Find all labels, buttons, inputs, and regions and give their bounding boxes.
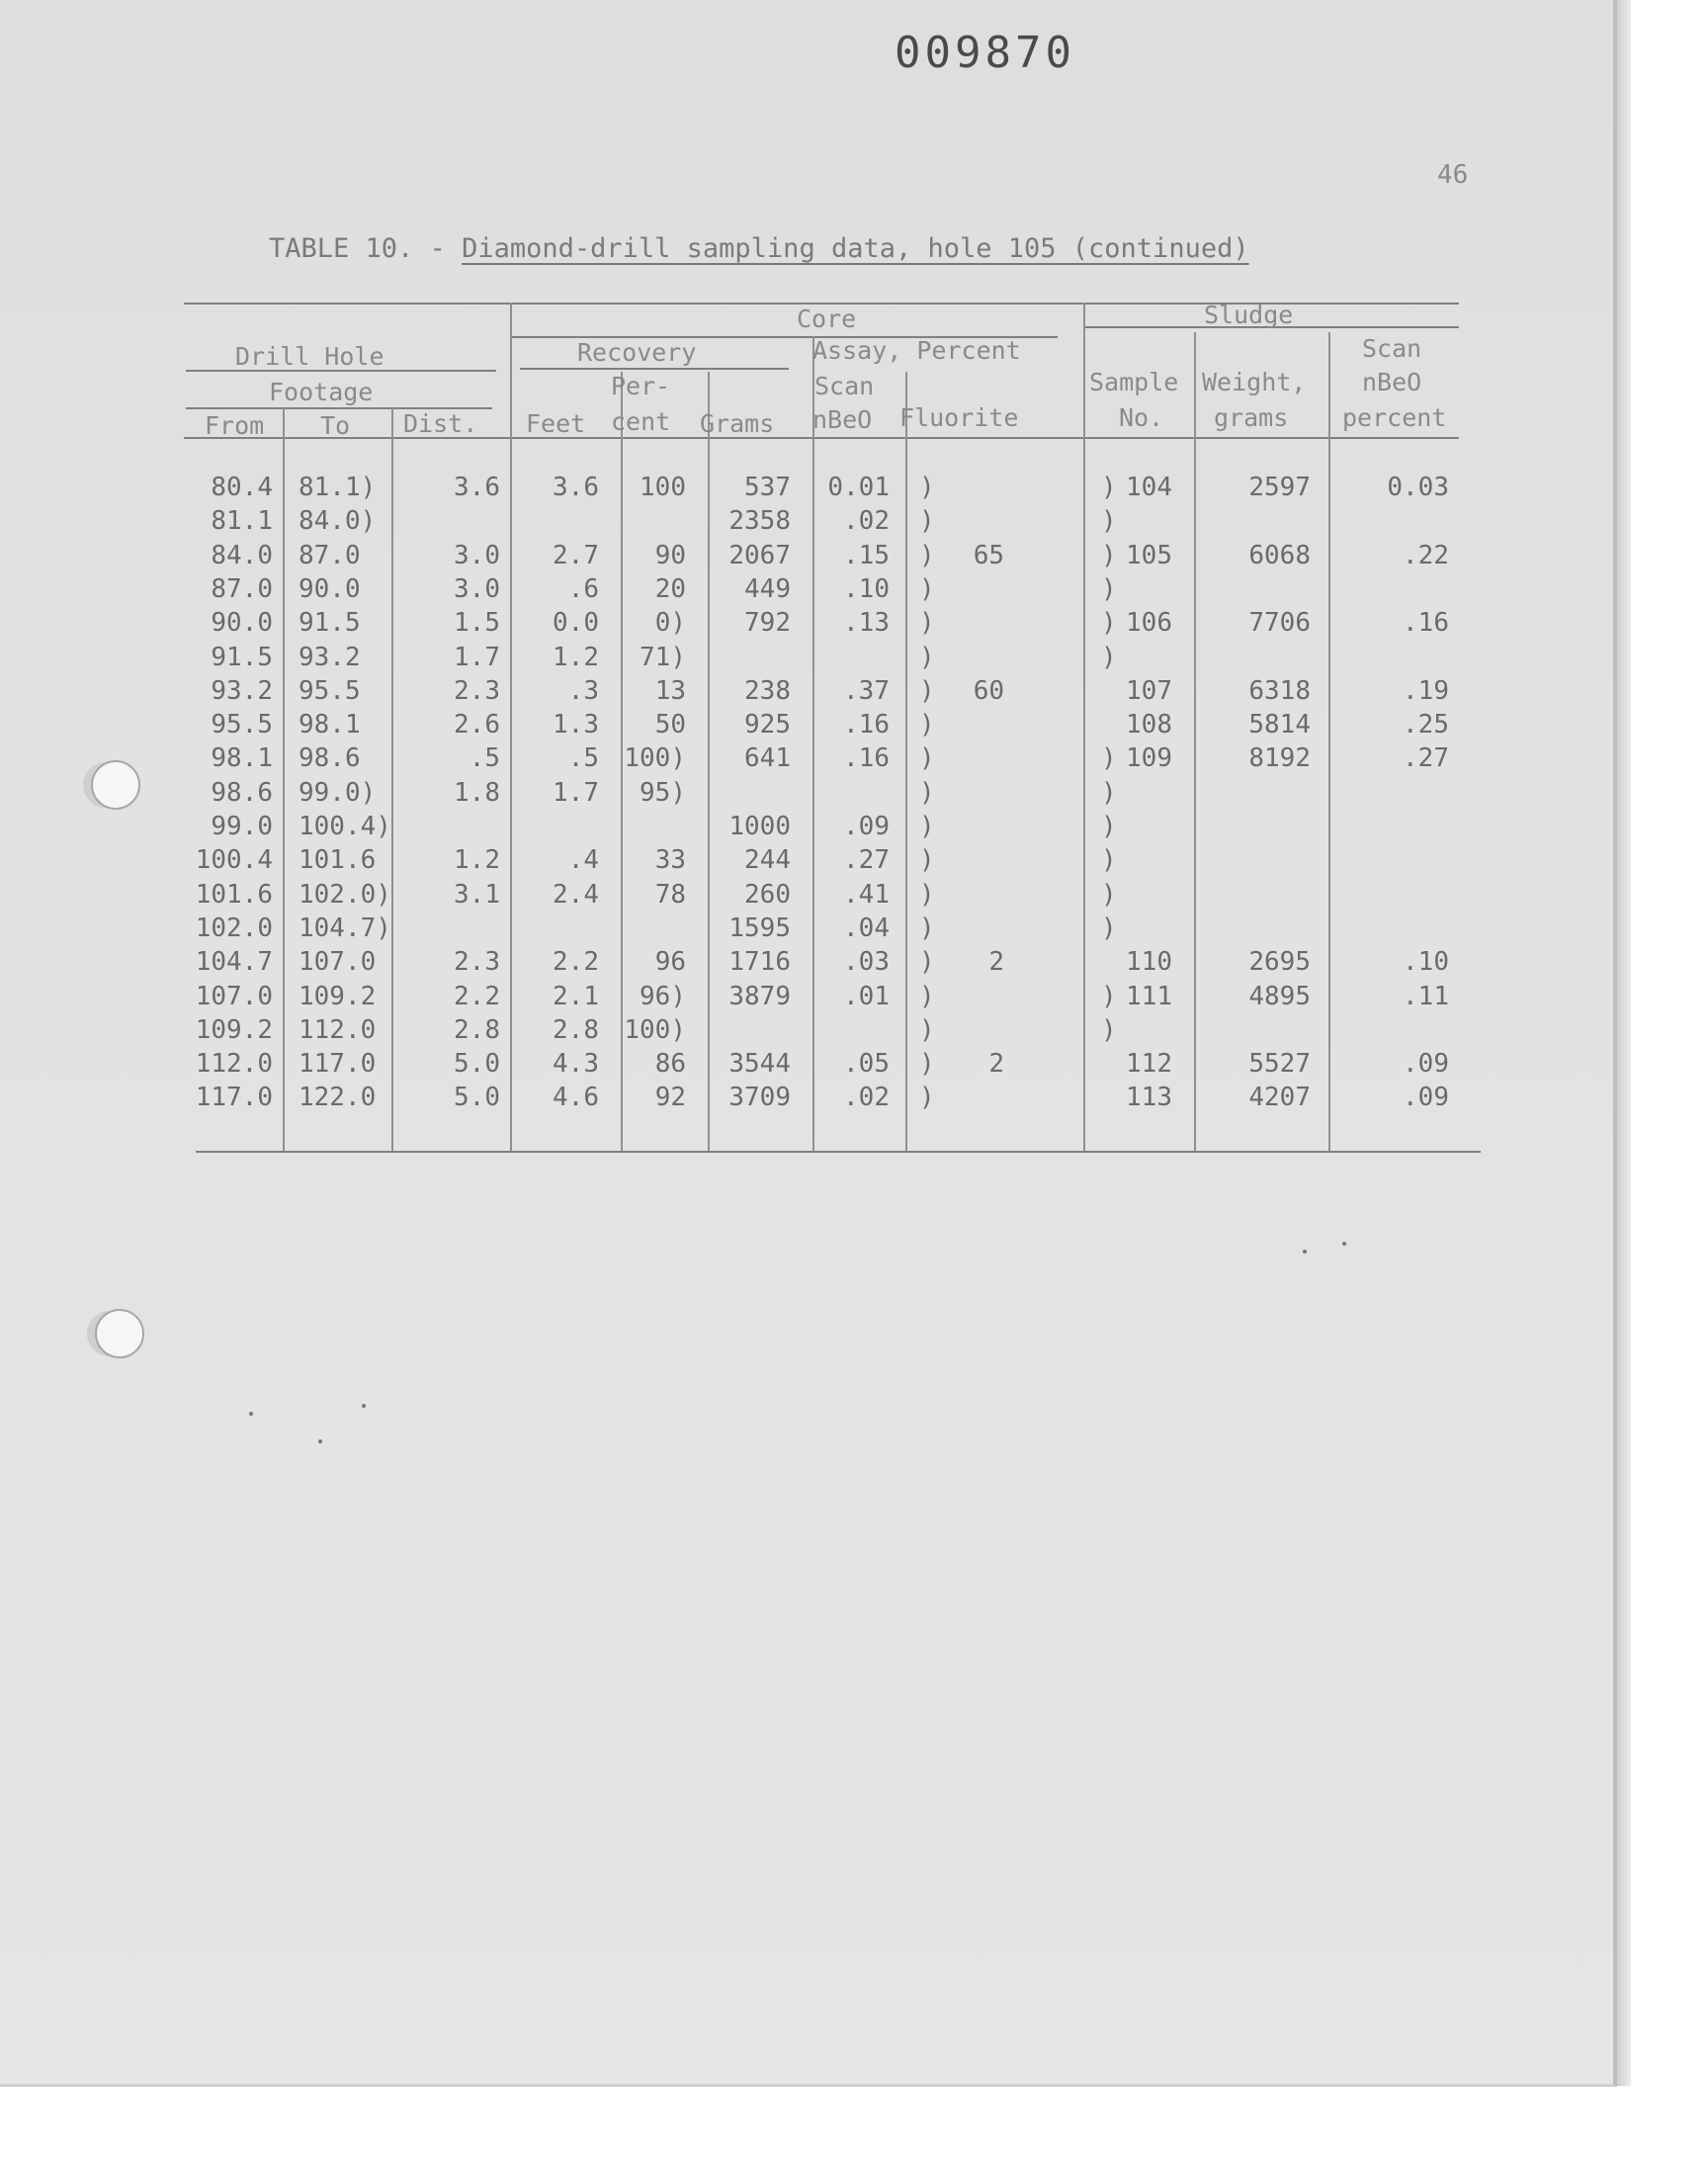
cell-percent: 95) [640, 777, 686, 808]
cell-weight: 2597 [1248, 473, 1311, 502]
header-to: To [320, 411, 351, 440]
cell-feet: 0.0 [553, 608, 599, 639]
bracket-mark: ) [919, 710, 935, 740]
cell-sludge-scan: .25 [1403, 710, 1449, 740]
column-divider [621, 372, 623, 1151]
cell-to: 109.2 [299, 981, 377, 1011]
cell-percent: 78 [654, 879, 686, 910]
cell-sample-no: 111 [1126, 981, 1172, 1011]
cell-sample-no: 105 [1126, 540, 1172, 570]
cell-from: 91.5 [211, 642, 273, 672]
bracket-mark: ) [1101, 913, 1117, 943]
header-fluorite: Fluorite [899, 403, 1019, 432]
cell-dist: 3.0 [454, 540, 500, 570]
bracket-mark: ) [1101, 981, 1117, 1011]
cell-feet: 4.6 [553, 1083, 599, 1113]
cell-dist: 2.2 [454, 981, 500, 1011]
column-divider [708, 372, 710, 1151]
cell-from: 101.6 [195, 879, 273, 910]
speck [1342, 1242, 1346, 1246]
cell-sample-no: 112 [1126, 1049, 1172, 1080]
header-dist: Dist. [403, 409, 478, 438]
cell-weight: 4895 [1248, 981, 1311, 1011]
cell-grams: 260 [744, 879, 791, 910]
cell-to: 100.4) [299, 812, 391, 841]
cell-sludge-scan: .27 [1403, 743, 1449, 774]
cell-grams: 1595 [728, 913, 791, 943]
cell-feet: 2.7 [553, 540, 599, 570]
column-divider [391, 407, 393, 1151]
header-drill-hole: Drill Hole [235, 342, 384, 371]
bracket-mark: ) [919, 777, 935, 808]
cell-scan: .27 [843, 845, 890, 876]
header-percent: percent [1342, 403, 1447, 432]
bracket-mark: ) [1101, 845, 1117, 876]
cell-from: 100.4 [195, 845, 273, 876]
cell-weight: 6068 [1248, 540, 1311, 570]
cell-from: 107.0 [195, 981, 273, 1011]
cell-from: 84.0 [211, 540, 273, 570]
cell-from: 87.0 [211, 573, 273, 604]
cell-from: 81.1 [211, 506, 273, 537]
bracket-mark: ) [919, 675, 935, 706]
column-divider [1328, 332, 1330, 1151]
speck [362, 1404, 366, 1408]
table-title [269, 233, 1249, 264]
cell-grams: 3544 [728, 1049, 791, 1080]
cell-percent: 50 [654, 710, 686, 740]
cell-to: 117.0 [299, 1049, 377, 1080]
bracket-mark: ) [919, 1083, 935, 1113]
speck [318, 1439, 322, 1443]
cell-scan: .10 [843, 573, 890, 604]
bracket-mark: ) [919, 981, 935, 1011]
cell-grams: 641 [744, 743, 791, 774]
bracket-mark: ) [919, 1014, 935, 1045]
cell-dist: 2.3 [454, 947, 500, 978]
cell-grams: 2067 [728, 540, 791, 570]
cell-from: 80.4 [211, 473, 273, 502]
cell-to: 107.0 [299, 947, 377, 978]
cell-to: 122.0 [299, 1083, 377, 1113]
cell-from: 112.0 [195, 1049, 273, 1080]
cell-from: 95.5 [211, 710, 273, 740]
cell-sample-no: 113 [1126, 1083, 1172, 1113]
cell-grams: 925 [744, 710, 791, 740]
cell-feet: 2.8 [553, 1014, 599, 1045]
header-sample: Sample [1089, 368, 1179, 396]
cell-scan: .05 [843, 1049, 890, 1080]
cell-from: 117.0 [195, 1083, 273, 1113]
bracket-mark: ) [919, 506, 935, 537]
cell-dist: .5 [469, 743, 500, 774]
cell-feet: 1.3 [553, 710, 599, 740]
cell-percent: 96) [640, 981, 686, 1011]
bracket-mark: ) [919, 845, 935, 876]
cell-scan: .01 [843, 981, 890, 1011]
cell-dist: 2.3 [454, 675, 500, 706]
column-divider [812, 336, 814, 1151]
cell-to: 112.0 [299, 1014, 377, 1045]
drill-sampling-table [184, 293, 1469, 1153]
cell-feet: .4 [567, 845, 599, 876]
column-divider [1083, 303, 1085, 1151]
header-grams: Grams [700, 409, 775, 438]
cell-sample-no: 108 [1126, 710, 1172, 740]
cell-scan: 0.01 [827, 473, 890, 502]
cell-percent: 100) [624, 743, 686, 774]
document-number: 009870 [895, 28, 1075, 78]
cell-weight: 4207 [1248, 1083, 1311, 1113]
bracket-mark: ) [1101, 573, 1117, 604]
cell-percent: 96 [654, 947, 686, 978]
bracket-mark: ) [919, 913, 935, 943]
cell-scan: .13 [843, 608, 890, 639]
header-feet: Feet [526, 409, 586, 438]
punch-hole [91, 760, 140, 810]
cell-sludge-scan: .11 [1403, 981, 1449, 1011]
bracket-mark: ) [1101, 743, 1117, 774]
header-recovery: Recovery [577, 338, 697, 367]
cell-sludge-scan: .09 [1403, 1049, 1449, 1080]
cell-dist: 1.5 [454, 608, 500, 639]
cell-scan: .16 [843, 710, 890, 740]
bracket-mark: ) [1101, 540, 1117, 570]
cell-percent: 90 [654, 540, 686, 570]
cell-grams: 1716 [728, 947, 791, 978]
punch-hole [95, 1309, 144, 1358]
table-title-main: Diamond-drill sampling data, hole 105 (continued) [462, 233, 1249, 264]
header-nbeo: nBeO [812, 405, 873, 434]
cell-percent: 71) [640, 642, 686, 672]
cell-to: 95.5 [299, 675, 361, 706]
cell-to: 90.0 [299, 573, 361, 604]
bracket-mark: ) [919, 743, 935, 774]
cell-percent: 0) [654, 608, 686, 639]
cell-sludge-scan: .16 [1403, 608, 1449, 639]
cell-grams: 238 [744, 675, 791, 706]
bracket-mark: ) [1101, 608, 1117, 639]
cell-scan: .41 [843, 879, 890, 910]
cell-from: 109.2 [195, 1014, 273, 1045]
bracket-mark: ) [1101, 506, 1117, 537]
cell-feet: 4.3 [553, 1049, 599, 1080]
cell-feet: .3 [567, 675, 599, 706]
header-from: From [205, 411, 265, 440]
bracket-mark: ) [1101, 879, 1117, 910]
speck [1303, 1250, 1307, 1254]
cell-from: 99.0 [211, 812, 273, 841]
header-scan: Scan [814, 372, 875, 400]
cell-scan: .37 [843, 675, 890, 706]
cell-feet: 2.4 [553, 879, 599, 910]
header-cent: cent [611, 407, 671, 436]
bracket-mark: ) [919, 642, 935, 672]
cell-to: 98.6 [299, 743, 361, 774]
cell-sludge-scan: .10 [1403, 947, 1449, 978]
cell-dist: 3.6 [454, 473, 500, 502]
cell-grams: 244 [744, 845, 791, 876]
cell-sludge-scan: .19 [1403, 675, 1449, 706]
bracket-mark: ) [919, 608, 935, 639]
column-divider [1194, 332, 1196, 1151]
cell-grams: 3879 [728, 981, 791, 1011]
cell-weight: 5814 [1248, 710, 1311, 740]
header-per: Per- [611, 372, 671, 400]
cell-to: 98.1 [299, 710, 361, 740]
cell-fluorite: 2 [988, 1049, 1004, 1080]
cell-percent: 92 [654, 1083, 686, 1113]
cell-to: 101.6 [299, 845, 377, 876]
cell-to: 91.5 [299, 608, 361, 639]
header-grams-sludge: grams [1214, 403, 1289, 432]
cell-feet: 3.6 [553, 473, 599, 502]
cell-fluorite: 65 [973, 540, 1004, 570]
cell-scan: .04 [843, 913, 890, 943]
cell-fluorite: 2 [988, 947, 1004, 978]
header-bottom-rule [184, 437, 1459, 439]
bracket-mark: ) [919, 812, 935, 841]
cell-weight: 2695 [1248, 947, 1311, 978]
bracket-mark: ) [919, 540, 935, 570]
header-core: Core [797, 304, 857, 333]
cell-dist: 3.1 [454, 879, 500, 910]
cell-sample-no: 107 [1126, 675, 1172, 706]
cell-feet: .6 [567, 573, 599, 604]
cell-dist: 3.0 [454, 573, 500, 604]
bracket-mark: ) [919, 473, 935, 502]
cell-scan: .02 [843, 506, 890, 537]
table-title-prefix: TABLE 10. - [269, 233, 463, 264]
cell-to: 102.0) [299, 879, 391, 910]
bracket-mark: ) [919, 573, 935, 604]
cell-weight: 8192 [1248, 743, 1311, 774]
cell-dist: 5.0 [454, 1083, 500, 1113]
cell-dist: 1.2 [454, 845, 500, 876]
cell-to: 84.0) [299, 506, 377, 537]
column-divider [905, 372, 907, 1151]
cell-to: 99.0) [299, 777, 377, 808]
cell-grams: 2358 [728, 506, 791, 537]
cell-to: 93.2 [299, 642, 361, 672]
cell-sample-no: 110 [1126, 947, 1172, 978]
cell-scan: .16 [843, 743, 890, 774]
cell-sludge-scan: 0.03 [1387, 473, 1449, 502]
cell-sludge-scan: .09 [1403, 1083, 1449, 1113]
cell-percent: 13 [654, 675, 686, 706]
speck [249, 1412, 253, 1416]
header-weight: Weight, [1202, 368, 1307, 396]
cell-scan: .09 [843, 812, 890, 841]
column-divider [283, 407, 285, 1151]
cell-to: 87.0 [299, 540, 361, 570]
cell-feet: 2.2 [553, 947, 599, 978]
header-assay-percent: Assay, Percent [812, 336, 1021, 365]
recovery-rule [520, 368, 789, 370]
cell-weight: 5527 [1248, 1049, 1311, 1080]
cell-fluorite: 60 [973, 675, 1004, 706]
cell-from: 93.2 [211, 675, 273, 706]
bracket-mark: ) [1101, 777, 1117, 808]
cell-to: 81.1) [299, 473, 377, 502]
cell-from: 104.7 [195, 947, 273, 978]
header-footage: Footage [269, 378, 374, 406]
table-bottom-rule [196, 1151, 1481, 1153]
cell-sample-no: 104 [1126, 473, 1172, 502]
cell-feet: 2.1 [553, 981, 599, 1011]
bracket-mark: ) [1101, 812, 1117, 841]
cell-scan: .02 [843, 1083, 890, 1113]
header-sludge: Sludge [1204, 301, 1294, 329]
cell-percent: 33 [654, 845, 686, 876]
cell-from: 98.1 [211, 743, 273, 774]
cell-dist: 2.6 [454, 710, 500, 740]
bracket-mark: ) [1101, 473, 1117, 502]
cell-dist: 1.8 [454, 777, 500, 808]
cell-grams: 449 [744, 573, 791, 604]
cell-feet: 1.2 [553, 642, 599, 672]
cell-grams: 3709 [728, 1083, 791, 1113]
cell-dist: 5.0 [454, 1049, 500, 1080]
cell-to: 104.7) [299, 913, 391, 943]
cell-grams: 1000 [728, 812, 791, 841]
cell-percent: 100) [624, 1014, 686, 1045]
page-edge [1617, 0, 1631, 2086]
cell-sample-no: 106 [1126, 608, 1172, 639]
bracket-mark: ) [1101, 1014, 1117, 1045]
cell-weight: 6318 [1248, 675, 1311, 706]
cell-dist: 1.7 [454, 642, 500, 672]
bracket-mark: ) [919, 1049, 935, 1080]
cell-grams: 537 [744, 473, 791, 502]
cell-from: 98.6 [211, 777, 273, 808]
page-number: 46 [1437, 160, 1469, 190]
bracket-mark: ) [919, 947, 935, 978]
bracket-mark: ) [919, 879, 935, 910]
cell-from: 90.0 [211, 608, 273, 639]
cell-weight: 7706 [1248, 608, 1311, 639]
cell-sludge-scan: .22 [1403, 540, 1449, 570]
cell-feet: 1.7 [553, 777, 599, 808]
cell-percent: 86 [654, 1049, 686, 1080]
cell-feet: .5 [567, 743, 599, 774]
cell-percent: 100 [640, 473, 686, 502]
cell-percent: 20 [654, 573, 686, 604]
header-nbeo-sludge: nBeO [1362, 368, 1422, 396]
cell-sample-no: 109 [1126, 743, 1172, 774]
header-scan-sludge: Scan [1362, 334, 1422, 363]
column-divider [510, 303, 512, 1151]
cell-scan: .15 [843, 540, 890, 570]
cell-from: 102.0 [195, 913, 273, 943]
cell-scan: .03 [843, 947, 890, 978]
header-no: No. [1119, 403, 1164, 432]
cell-dist: 2.8 [454, 1014, 500, 1045]
cell-grams: 792 [744, 608, 791, 639]
bracket-mark: ) [1101, 642, 1117, 672]
